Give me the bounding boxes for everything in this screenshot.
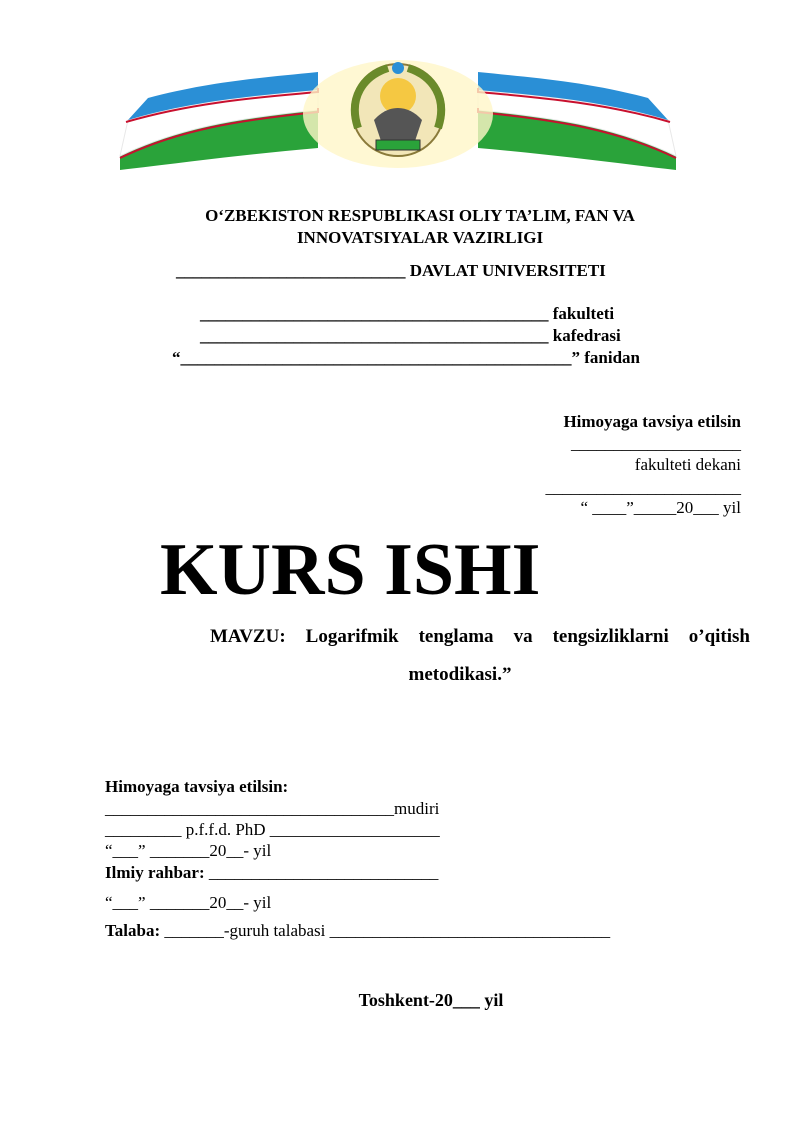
state-emblem-icon [118, 58, 678, 170]
department-line: _________________________________________ kafedrasi [200, 326, 621, 345]
head-signature-line: __________________________________mudiri [105, 799, 440, 818]
approval-date-top: “ ____”_____20___ yil [580, 498, 741, 517]
dean-signature-line: _______________________ [545, 478, 741, 497]
ministry-name [120, 205, 720, 249]
ministry-line-2: INNOVATSIYALAR VAZIRLIGI [296, 228, 544, 247]
supervisor-line [105, 862, 438, 884]
supervisor-blank: ___________________________ [204, 863, 439, 882]
student-blank: _______-guruh talabasi _________________________________ [160, 921, 611, 940]
footer-city-year: Toshkent-20___ yil [358, 990, 504, 1010]
document-type-title: KURS ISHI [160, 529, 541, 611]
supervisor-label: Ilmiy rahbar: [105, 863, 205, 882]
approval-title-bottom: Himoyaga tavsiya etilsin: [105, 777, 289, 796]
approval-signature-line: ____________________ [571, 434, 741, 453]
dean-label: fakulteti dekani [634, 455, 741, 474]
approval-title-top: Himoyaga tavsiya etilsin [563, 412, 741, 431]
ministry-line-1: O‘ZBEKISTON RESPUBLIKASI OLIY TA’LIM, FAN VA [205, 206, 635, 225]
subject-line: “______________________________________________” fanidan [172, 348, 640, 367]
university-line: ___________________________ DAVLAT UNIVERSITETI [176, 261, 606, 280]
faculty-line: _________________________________________ fakulteti [200, 304, 615, 323]
topic-line-2: metodikasi.” [408, 664, 512, 685]
approval-date-bottom-2: “___” _______20__- yil [105, 893, 272, 912]
student-label: Talaba: [105, 921, 161, 940]
student-line [105, 920, 610, 942]
phd-signature-line: _________ p.f.f.d. PhD ____________________ [105, 820, 440, 839]
topic-line-1: MAVZU: Logarifmik tenglama va tengsizliklarni o’qitish [210, 626, 750, 647]
approval-date-bottom-1: “___” _______20__- yil [105, 841, 272, 860]
